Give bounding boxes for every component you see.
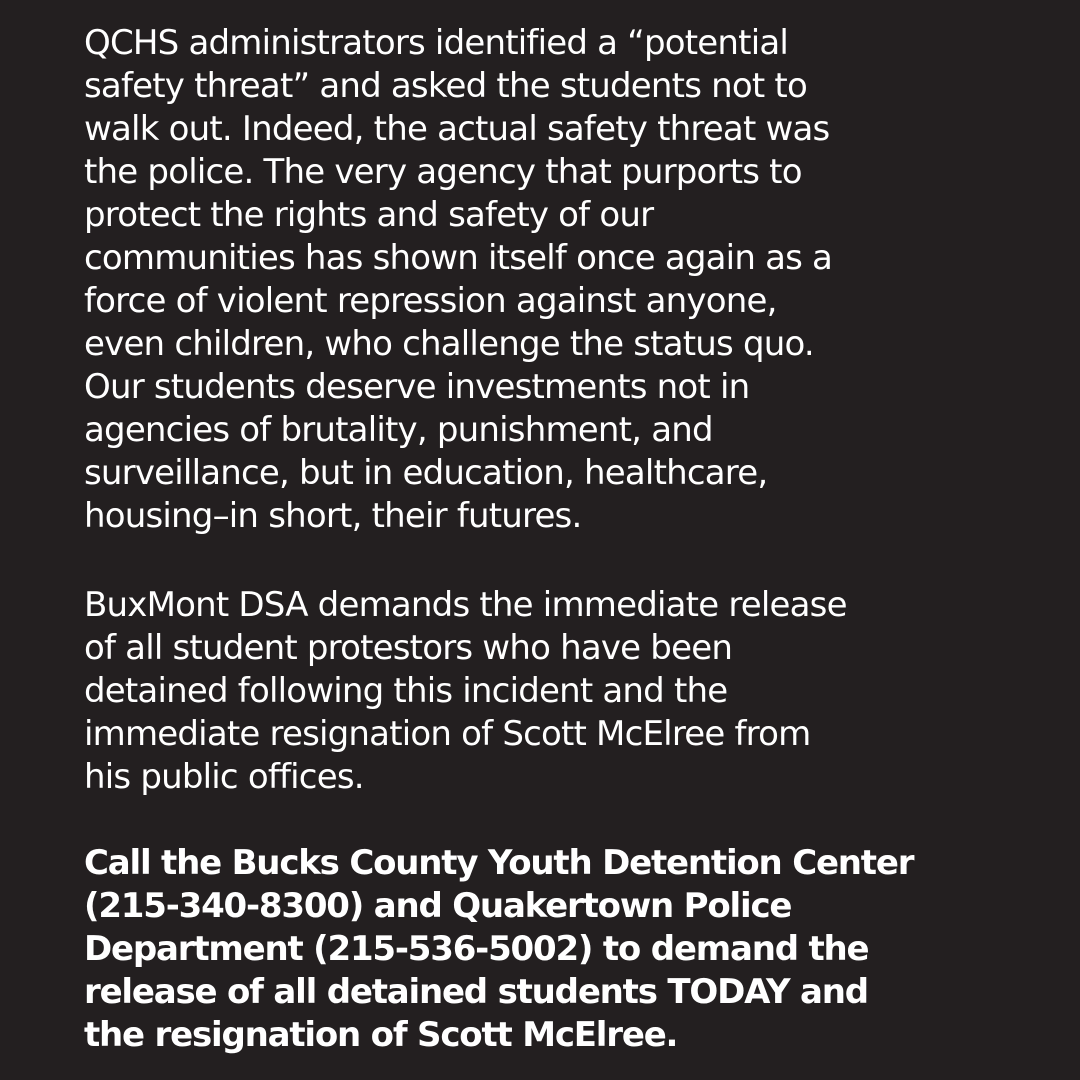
text-line: QCHS administrators identified a “potential	[84, 23, 789, 63]
text-line: detained following this incident and the	[84, 671, 728, 711]
text-line: walk out. Indeed, the actual safety threat was	[84, 109, 830, 149]
text-line: BuxMont DSA demands the immediate release	[84, 585, 847, 625]
text-line: release of all detained students TODAY and	[84, 972, 868, 1012]
paragraph-police-threat	[84, 22, 1044, 538]
text-line: of all student protestors who have been	[84, 628, 733, 668]
paragraph-demands	[84, 584, 1044, 799]
text-line: communities has shown itself once again as a	[84, 238, 833, 278]
text-line: the police. The very agency that purports to	[84, 152, 802, 192]
text-line: agencies of brutality, punishment, and	[84, 410, 713, 450]
text-line: even children, who challenge the status quo.	[84, 324, 814, 364]
text-line: Department (215-536-5002) to demand the	[84, 929, 869, 969]
text-line: Call the Bucks County Youth Detention Center	[84, 843, 914, 883]
text-line: Our students deserve investments not in	[84, 367, 750, 407]
text-line: his public offices.	[84, 757, 364, 797]
text-line: the resignation of Scott McElree.	[84, 1015, 678, 1055]
text-line: force of violent repression against anyone,	[84, 281, 777, 321]
text-line: immediate resignation of Scott McElree from	[84, 714, 811, 754]
text-line: (215-340-8300) and Quakertown Police	[84, 886, 792, 926]
call-to-action	[84, 842, 1044, 1057]
text-line: surveillance, but in education, healthcare,	[84, 453, 768, 493]
text-line: protect the rights and safety of our	[84, 195, 654, 235]
text-line: safety threat” and asked the students not to	[84, 66, 807, 106]
text-line: housing–in short, their futures.	[84, 496, 582, 536]
